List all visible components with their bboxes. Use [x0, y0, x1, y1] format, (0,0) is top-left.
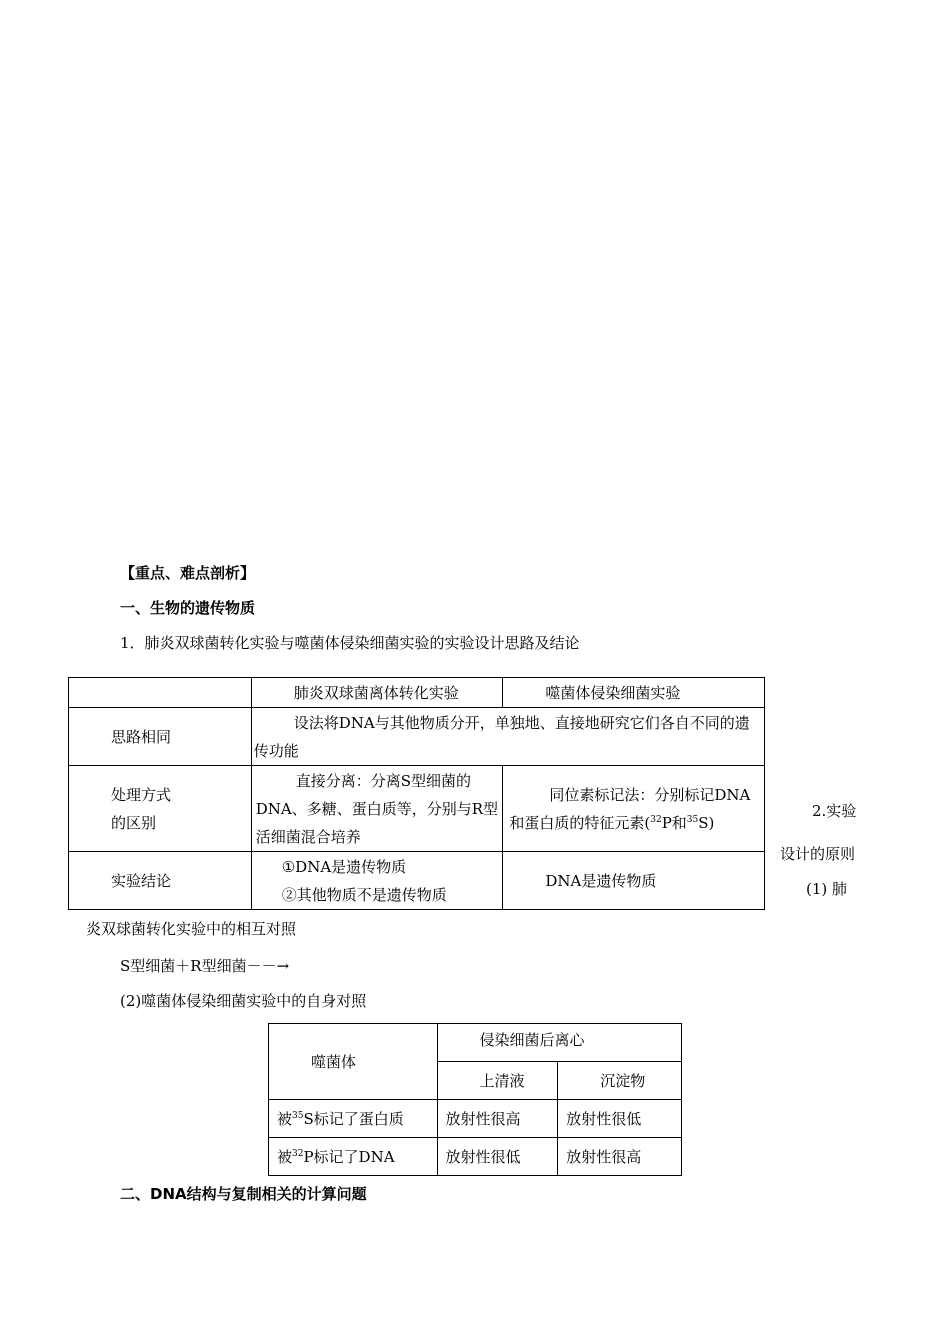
table2-r1-c2: 放射性很低 [558, 1100, 682, 1138]
table1-row2-label-a: 处理方式 [111, 785, 172, 804]
comparison-table [68, 677, 765, 910]
table1-row3-label: 实验结论 [69, 852, 252, 910]
section-heading: 【重点、难点剖析】 [120, 564, 256, 582]
formula-line: S型细菌＋R型细菌－－→ [120, 957, 290, 975]
table2-sub2: 沉淀物 [558, 1062, 682, 1100]
table1-row3-col2: DNA是遗传物质 [503, 852, 765, 910]
phage-table [268, 1023, 682, 1176]
section-title-2: 二、DNA结构与复制相关的计算问题 [120, 1185, 367, 1203]
table1-row2-col2-c: S) [698, 813, 715, 832]
isotope-35-sup: 35 [686, 814, 699, 825]
table1-row2-col2 [503, 766, 765, 852]
item-1: 1．肺炎双球菌转化实验与噬菌体侵染细菌实验的实验设计思路及结论 [120, 634, 580, 652]
isotope-32-sup: 32 [650, 814, 662, 825]
table2-r2-label [269, 1138, 438, 1176]
table1-corner [69, 678, 252, 708]
table1-row2-label [69, 766, 252, 852]
table1-col1: 肺炎双球菌离体转化实验 [251, 678, 503, 708]
table1-row3-col1 [251, 852, 503, 910]
table2-head-left: 噬菌体 [269, 1024, 438, 1100]
table2-r2-c2: 放射性很高 [558, 1138, 682, 1176]
table1-row2-col2-b: P和 [661, 813, 687, 832]
item-2: (2)噬菌体侵染细菌实验中的自身对照 [120, 992, 367, 1010]
table1-row3-col1-b: ②其他物质不是遗传物质 [281, 885, 447, 904]
table2-r2-label-b: P标记了DNA [303, 1147, 395, 1166]
table2-r1-label [269, 1100, 438, 1138]
table2-r2-c1: 放射性很低 [437, 1138, 558, 1176]
table2-r1-label-a: 被 [277, 1109, 293, 1128]
side-text-1: 2.实验 [812, 802, 857, 820]
table1-row1-text: 设法将DNA与其他物质分开，单独地、直接地研究它们各自不同的遗传功能 [251, 708, 764, 766]
table2-sub1: 上清液 [437, 1062, 558, 1100]
table1-row1-label: 思路相同 [69, 708, 252, 766]
table2-r1-sup: 35 [292, 1110, 304, 1121]
table2-r1-c1: 放射性很高 [437, 1100, 558, 1138]
table1-col2: 噬菌体侵染细菌实验 [503, 678, 765, 708]
table1-row2-label-b: 的区别 [111, 813, 157, 832]
table2-head-top: 侵染细菌后离心 [437, 1024, 681, 1062]
table1-row3-col1-a: ①DNA是遗传物质 [281, 857, 407, 876]
table2-r2-sup: 32 [292, 1148, 304, 1159]
table1-row2-col2-a: 同位素标记法：分别标记DNA和蛋白质的特征元素( [509, 785, 751, 832]
continuation-line: 炎双球菌转化实验中的相互对照 [86, 920, 297, 938]
section-title-1: 一、生物的遗传物质 [120, 599, 256, 617]
table2-r2-label-a: 被 [277, 1147, 293, 1166]
side-text-2: 设计的原则 [780, 845, 856, 863]
table1-row2-col1: 直接分离：分离S型细菌的DNA、多糖、蛋白质等，分别与R型活细菌混合培养 [251, 766, 503, 852]
side-text-3: (1) 肺 [806, 880, 848, 898]
table2-r1-label-b: S标记了蛋白质 [303, 1109, 404, 1128]
